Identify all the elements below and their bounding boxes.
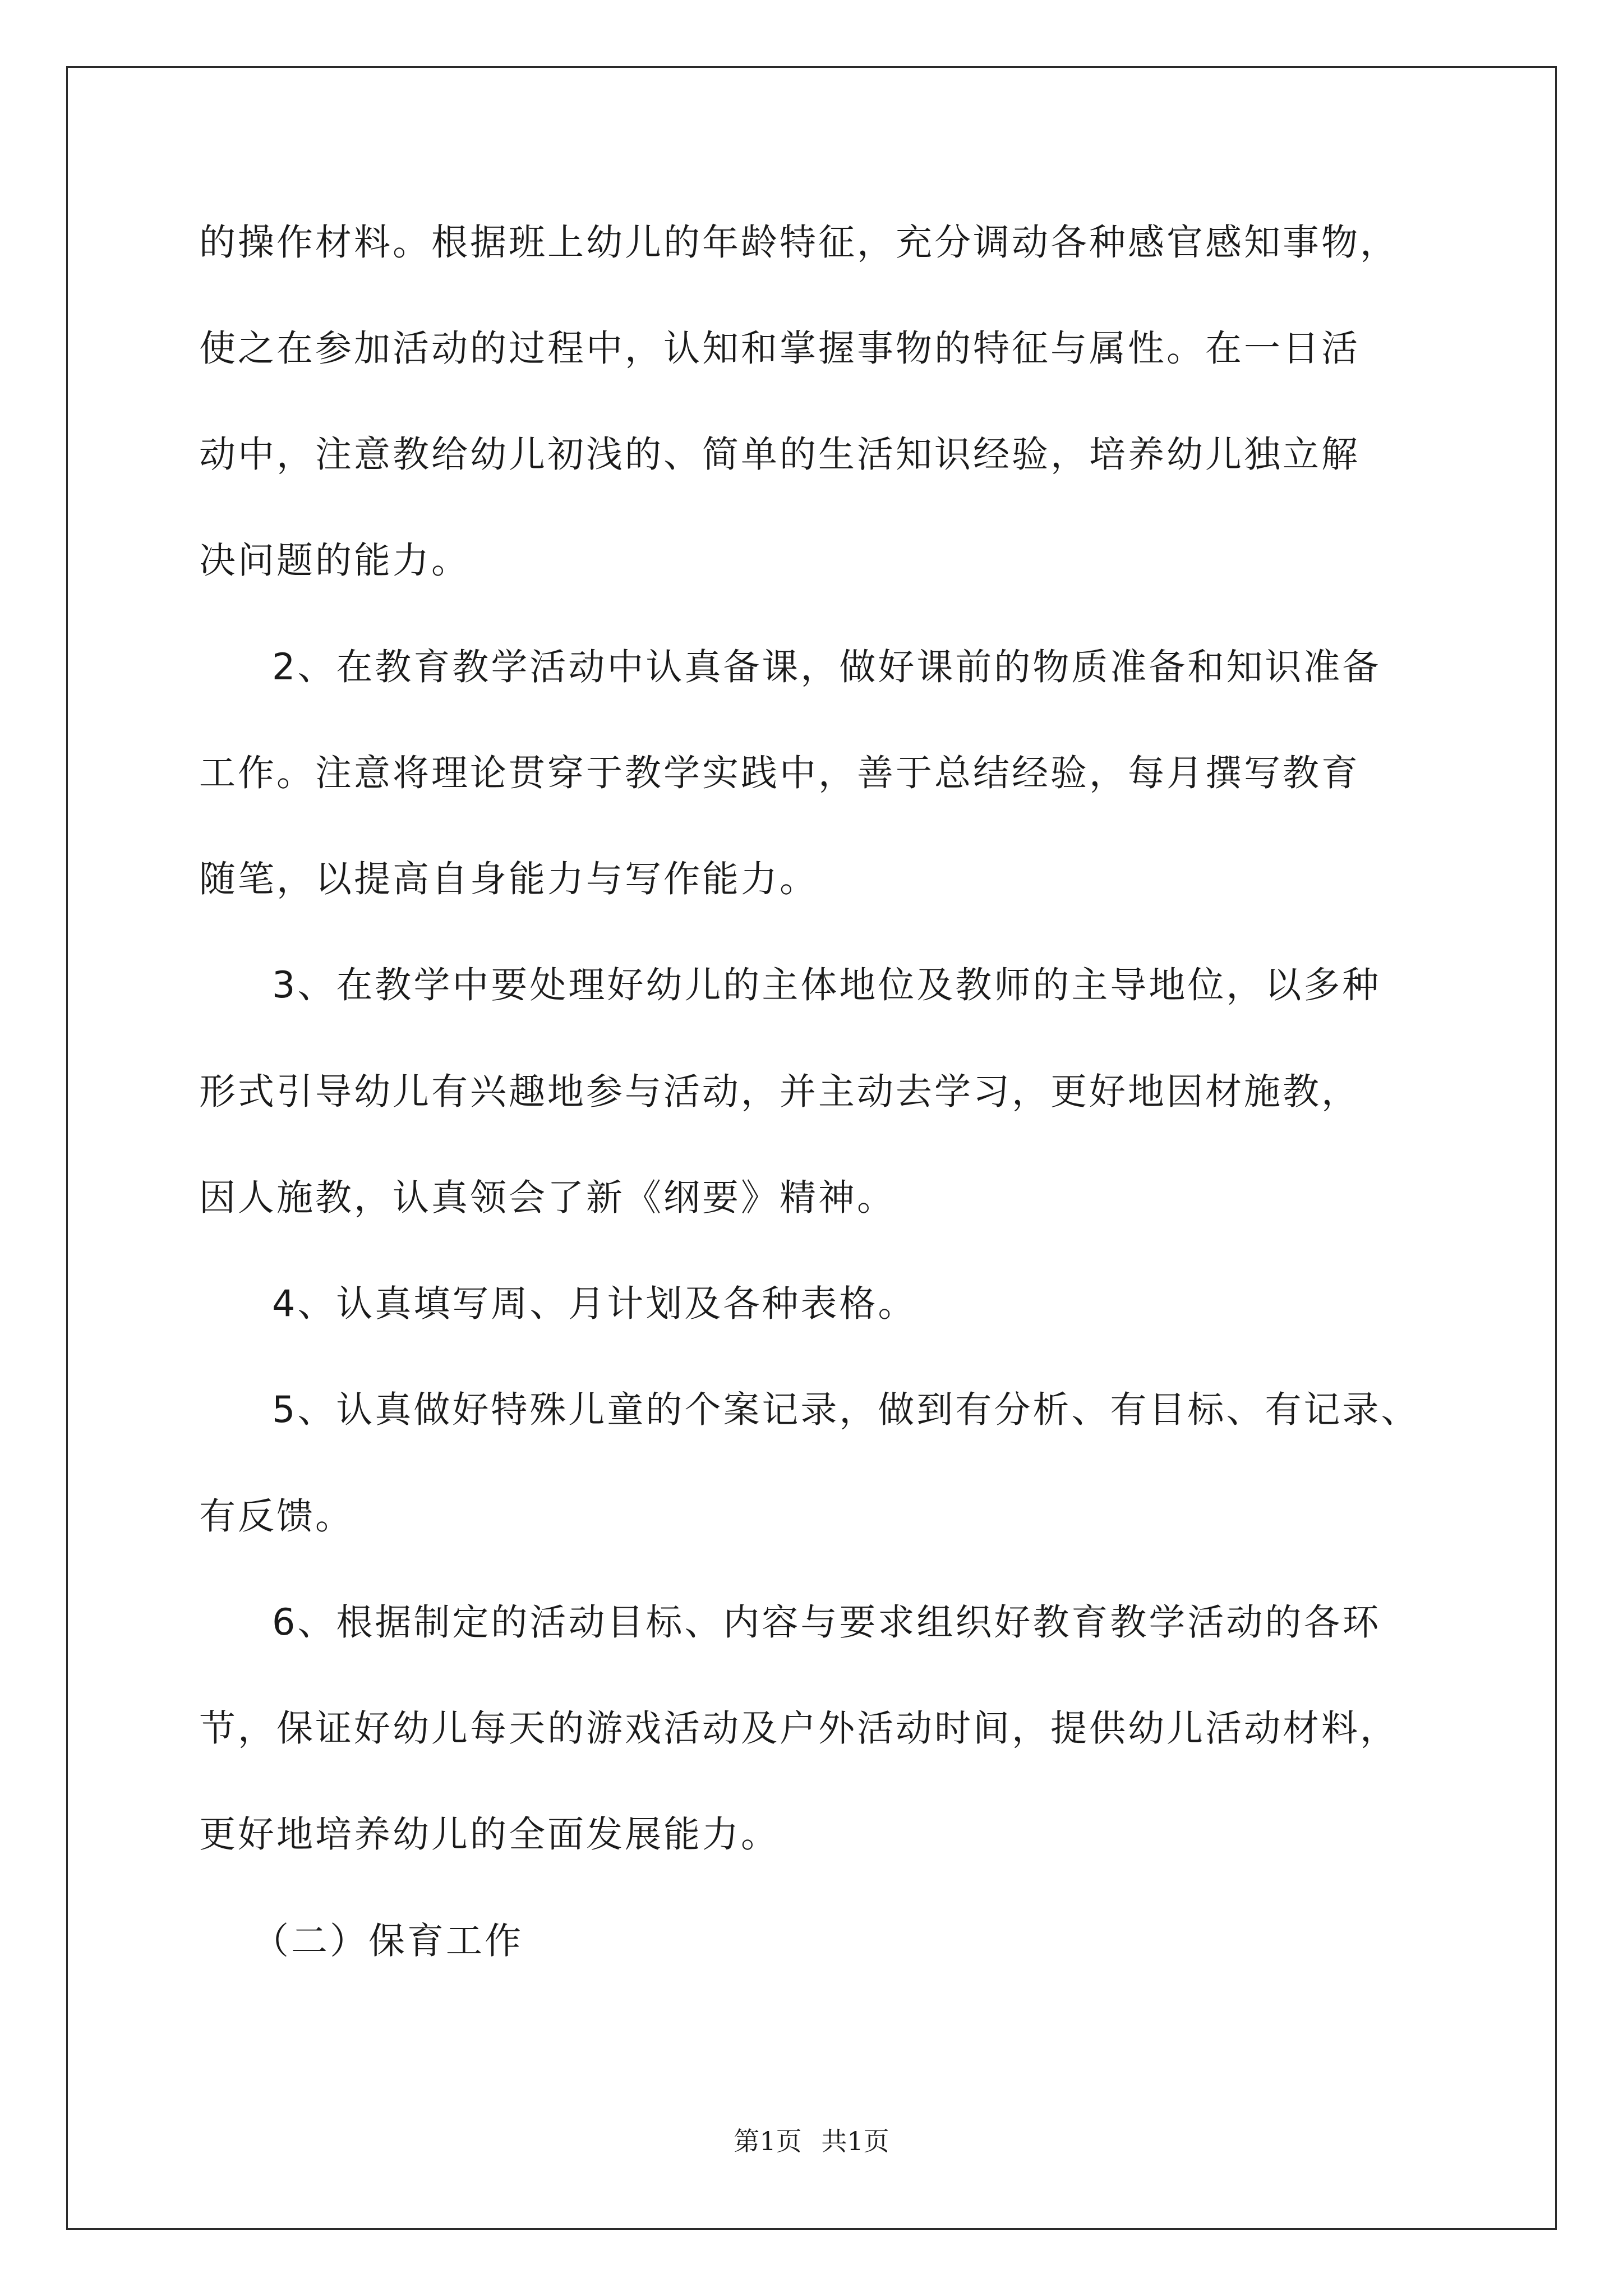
- text-line: 更好地培养幼儿的全面发展能力。: [199, 1814, 780, 1856]
- text-line: 使之在参加活动的过程中，认知和掌握事物的特征与属性。在一日活: [199, 328, 1361, 370]
- text-line: 6、根据制定的活动目标、内容与要求组织好教育教学活动的各环: [272, 1602, 1381, 1644]
- text-line: 因人施教，认真领会了新《纲要》精神。: [199, 1177, 896, 1219]
- text-line: 的操作材料。根据班上幼儿的年龄特征，充分调动各种感官感知事物，: [199, 222, 1399, 264]
- text-line: 形式引导幼儿有兴趣地参与活动，并主动去学习，更好地因材施教，: [199, 1071, 1361, 1113]
- page-footer: [0, 2124, 1623, 2158]
- text-line: 5、认真做好特殊儿童的个案记录，做到有分析、有目标、有记录、: [272, 1389, 1420, 1431]
- text-line: 随笔，以提高自身能力与写作能力。: [199, 858, 819, 900]
- text-line: 动中，注意教给幼儿初浅的、简单的生活知识经验，培养幼儿独立解: [199, 434, 1361, 476]
- page-border: [66, 66, 1557, 2230]
- page-number-current: 第1页: [734, 2126, 802, 2156]
- page-number-total: 共1页: [821, 2126, 889, 2156]
- text-line: 4、认真填写周、月计划及各种表格。: [272, 1283, 917, 1325]
- text-line: 决问题的能力。: [199, 540, 471, 582]
- text-line: 有反馈。: [199, 1496, 354, 1538]
- text-line: 节，保证好幼儿每天的游戏活动及户外活动时间，提供幼儿活动材料，: [199, 1708, 1399, 1750]
- text-line: 2、在教育教学活动中认真备课，做好课前的物质准备和知识准备: [272, 646, 1381, 688]
- section-heading: （二）保育工作: [252, 1920, 524, 1962]
- text-line: 3、在教学中要处理好幼儿的主体地位及教师的主导地位，以多种: [272, 964, 1381, 1006]
- text-line: 工作。注意将理论贯穿于教学实践中，善于总结经验，每月撰写教育: [199, 752, 1361, 794]
